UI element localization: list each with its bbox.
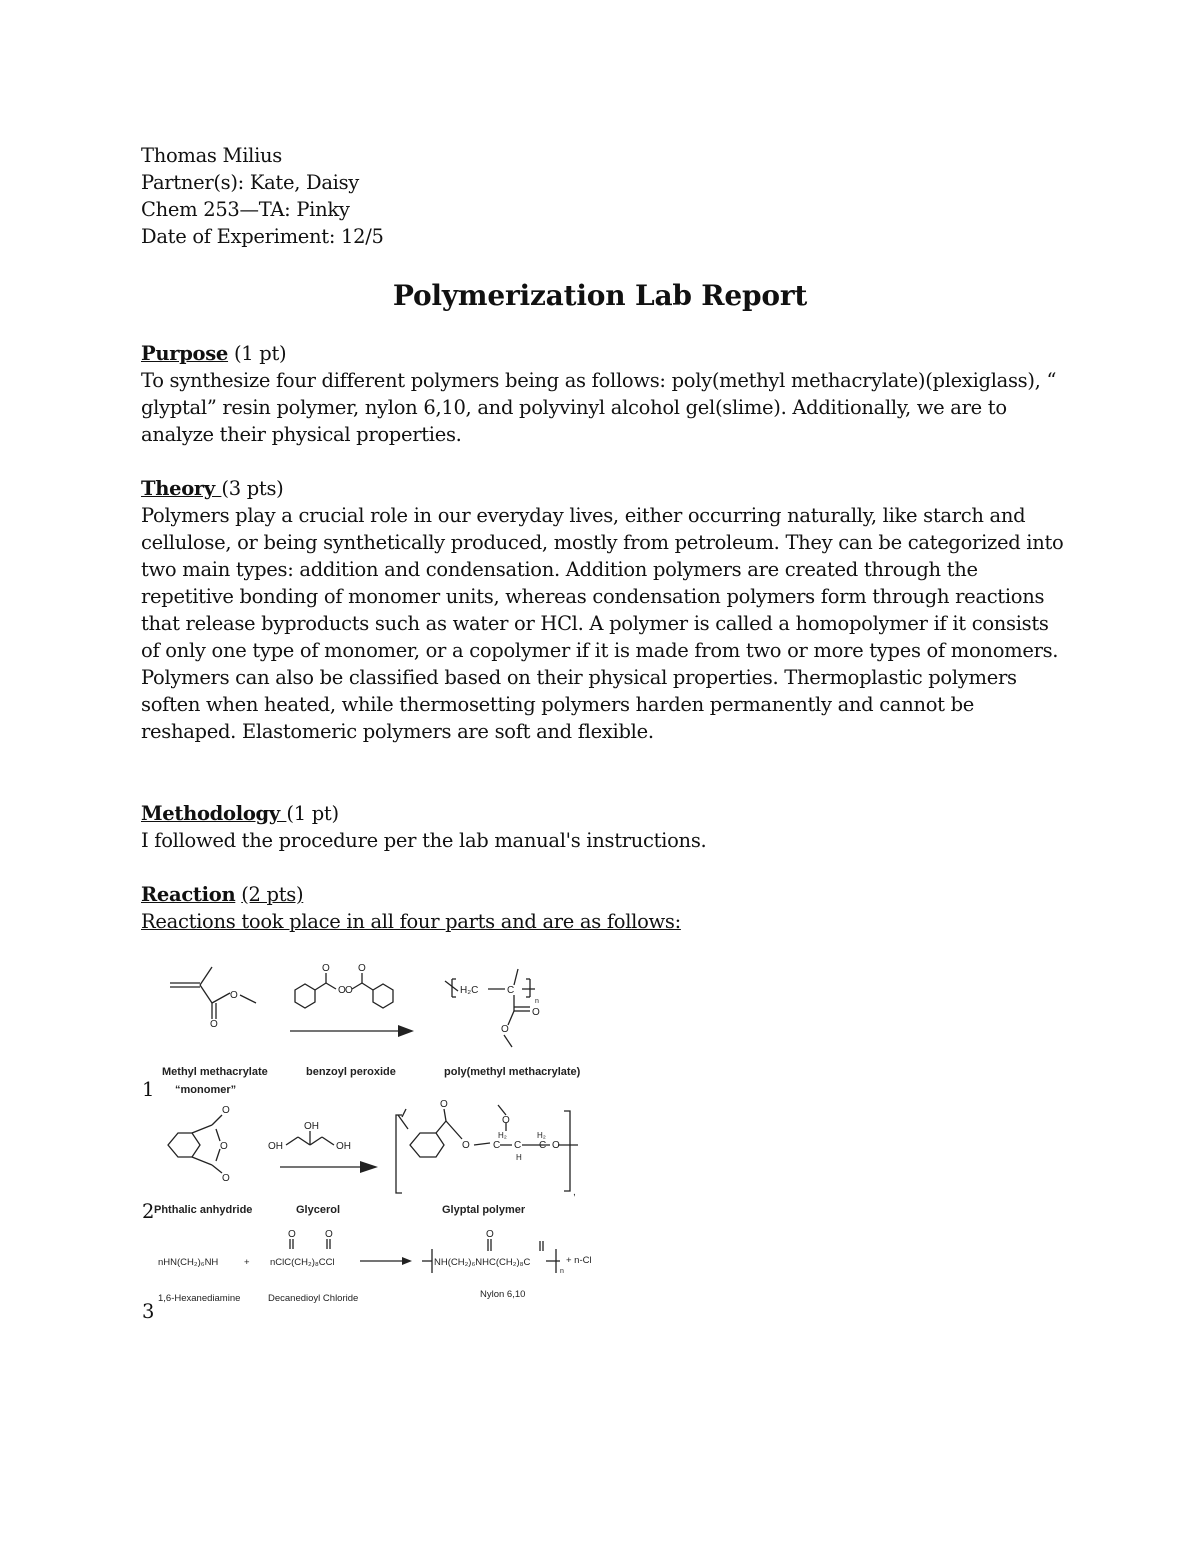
purpose-heading: Purpose	[141, 342, 229, 365]
course-line: Chem 253—TA: Pinky	[141, 198, 350, 221]
reaction-intro: Reactions took place in all four parts and are as follows:	[141, 910, 681, 933]
svg-text:O: O	[358, 963, 366, 974]
r3-reactant2-label: Decanedioyl Chloride	[268, 1293, 359, 1304]
author-name: Thomas Milius	[141, 144, 282, 167]
svg-text:O: O	[501, 1024, 509, 1035]
r1-monomer-note: “monomer”	[175, 1084, 237, 1096]
r3-eq-right: NH(CH₂)₆NHC(CH₂)₈C	[434, 1257, 531, 1268]
methodology-body: I followed the procedure per the lab manual's instructions.	[141, 829, 707, 852]
r3-eq-left: nHN(CH₂)₆NH	[158, 1257, 219, 1268]
purpose-section	[141, 340, 1071, 448]
svg-text:n: n	[535, 998, 539, 1005]
header-block	[141, 142, 1071, 250]
theory-section	[141, 475, 1071, 745]
theory-body: Polymers play a crucial role in our everyday lives, either occurring naturally, like starch and cellulose, or being synthetically produced, mostly from petroleum. They can be categorized into two main types: addition and condensation. Addition polymers are created through the repetitive bonding of monomer units, whereas condensation polymers form through reactions that release byproducts such as water or HCl. A polymer is called a homopolymer if it consists of only one type of monomer, or a copolymer if it is made from two or more types of monomers. Polymers can also be classified based on their physical properties. Thermoplastic polymers soften when heated, while thermosetting polymers harden permanently and cannot be reshaped. Elastomeric polymers are soft and flexible.	[141, 504, 1064, 743]
methodology-heading: Methodology	[141, 802, 287, 825]
svg-text:H₂: H₂	[537, 1131, 546, 1140]
reaction-number-1: 1	[142, 1078, 155, 1101]
svg-text:O: O	[288, 1229, 296, 1240]
svg-text:H: H	[516, 1153, 522, 1162]
reaction-number-3: 3	[142, 1300, 155, 1323]
svg-text:H₂C: H₂C	[460, 985, 479, 996]
svg-text:O: O	[220, 1141, 228, 1152]
svg-text:OH: OH	[304, 1121, 319, 1132]
partners-line: Partner(s): Kate, Daisy	[141, 171, 360, 194]
svg-text:O: O	[222, 1105, 230, 1116]
svg-text:,: ,	[573, 1187, 576, 1198]
svg-text:H₂: H₂	[498, 1131, 507, 1140]
svg-text:O: O	[552, 1140, 560, 1151]
reaction-scheme	[140, 955, 610, 1315]
r3-eq-plus: +	[244, 1257, 250, 1268]
pmma-structure	[445, 969, 535, 1047]
svg-text:C: C	[507, 985, 515, 996]
purpose-points: (1 pt)	[228, 342, 287, 365]
svg-text:C: C	[493, 1140, 501, 1151]
methyl-methacrylate-structure	[170, 967, 256, 1019]
purpose-body: To synthesize four different polymers being as follows: poly(methyl methacrylate)(plexiglass), “ glyptal” resin polymer, nylon 6,10, and polyvinyl alcohol gel(slime). Additionally, we are to analyze their physical properties.	[141, 369, 1057, 446]
r3-eq-n: n	[560, 1268, 564, 1275]
svg-text:O: O	[222, 1173, 230, 1184]
svg-text:O: O	[325, 1229, 333, 1240]
methodology-section	[141, 800, 1071, 854]
r2-product-label: Glyptal polymer	[442, 1204, 526, 1216]
svg-text:O: O	[345, 985, 353, 996]
svg-text:O: O	[462, 1140, 470, 1151]
r3-product-label: Nylon 6,10	[480, 1289, 526, 1300]
date-line: Date of Experiment: 12/5	[141, 225, 384, 248]
r3-eq-byproduct: + n-Cl	[566, 1255, 592, 1266]
svg-text:C: C	[539, 1140, 547, 1151]
svg-text:O: O	[322, 963, 330, 974]
svg-text:O: O	[502, 1115, 510, 1126]
theory-heading: Theory	[141, 477, 222, 500]
r1-product-label: poly(methyl methacrylate)	[444, 1066, 581, 1078]
reaction-section	[141, 881, 1071, 935]
r2-reactant1-label: Phthalic anhydride	[154, 1204, 253, 1216]
page-title: Polymerization Lab Report	[392, 279, 808, 312]
glycerol-structure	[286, 1131, 334, 1145]
svg-text:O: O	[532, 1007, 540, 1018]
reaction-heading: Reaction	[141, 883, 236, 906]
r3-eq-mid: nClC(CH₂)₈CCl	[270, 1257, 335, 1268]
methodology-points: (1 pt)	[286, 802, 339, 825]
svg-text:OH: OH	[268, 1141, 283, 1152]
theory-points: (3 pts)	[221, 477, 284, 500]
r2-reactant2-label: Glycerol	[296, 1204, 341, 1216]
r3-reactant1-label: 1,6-Hexanediamine	[158, 1293, 241, 1304]
svg-text:OH: OH	[336, 1141, 351, 1152]
svg-text:O: O	[440, 1099, 448, 1110]
reaction-number-2: 2	[142, 1200, 155, 1223]
svg-text:O: O	[486, 1229, 494, 1240]
svg-text:C: C	[514, 1140, 522, 1151]
phthalic-anhydride-structure	[168, 1115, 222, 1173]
reaction-points: (2 pts)	[241, 883, 304, 906]
r1-monomer-label: Methyl methacrylate	[162, 1066, 268, 1078]
svg-text:O: O	[338, 985, 346, 996]
svg-text:O: O	[210, 1019, 218, 1030]
r1-initiator-label: benzoyl peroxide	[306, 1066, 396, 1078]
glyptal-polymer-structure	[396, 1105, 578, 1193]
svg-text:O: O	[230, 990, 238, 1001]
